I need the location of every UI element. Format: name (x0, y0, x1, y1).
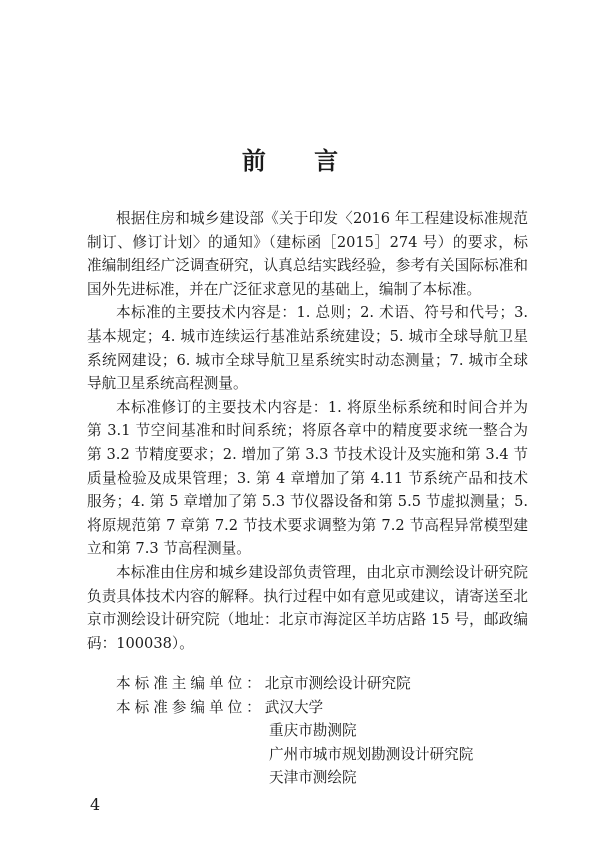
paragraph-revision-content: 本标准修订的主要技术内容是：1. 将原坐标系统和时间合并为第 3.1 节空间基准和时间系统；将原各章中的精度要求统一整合为第 3.2 节精度要求；2. 增加了第 3.3 节技术设计及实施和第 3.4 节质量检验及成果管理；3. 第 4 章增加了第 4.11 节系统产品和技术服务；4. 第 5 章增加了第 5.3 节仪器设备和第 5.5 节虚拟测量；5. 将原规范第 7 章第 7.2 节技术要求调整为第 7.2 节高程异常模型建立和第 7.3 节高程测量。 (87, 398, 528, 558)
body-text (87, 207, 528, 655)
paragraph-management: 本标准由住房和城乡建设部负责管理，由北京市测绘设计研究院负责具体技术内容的解释。执行过程中如有意见或建议，请寄送至北京市测绘设计研究院（地址：北京市海淀区羊坊店路 15 号，邮政编码：100038）。 (87, 563, 528, 652)
page-number: 4 (90, 795, 101, 814)
participant-item: 武汉大学 (264, 699, 324, 716)
participant-item: 天津市测绘院 (269, 769, 357, 786)
participants-line (116, 696, 536, 720)
participants-label: 本标准参编单位： (116, 699, 265, 716)
participant-item: 广州市城市规划勘测设计研究院 (269, 746, 474, 763)
chief-editor-label: 本标准主编单位： (116, 675, 265, 692)
paragraph-main-content: 本标准的主要技术内容是：1. 总则；2. 术语、符号和代号；3. 基本规定；4. 城市连续运行基准站系统建设；5. 城市全球导航卫星系统网建设；6. 城市全球导航卫星系统实时动态测量；7. 城市全球导航卫星系统高程测量。 (87, 304, 528, 393)
participant-item: 重庆市勘测院 (269, 722, 357, 739)
chief-editor-value: 北京市测绘设计研究院 (264, 675, 411, 692)
page-title: 前 言 (241, 146, 359, 175)
chief-editor-line (116, 672, 536, 696)
paragraph-basis: 根据住房和城乡建设部《关于印发〈2016 年工程建设标准规范制订、修订计划〉的通知》（建标函［2015］274 号）的要求，标准编制组经广泛调查研究，认真总结实践经验，参考有关国际标准和国外先进标准，并在广泛征求意见的基础上，编制了本标准。 (87, 210, 528, 298)
